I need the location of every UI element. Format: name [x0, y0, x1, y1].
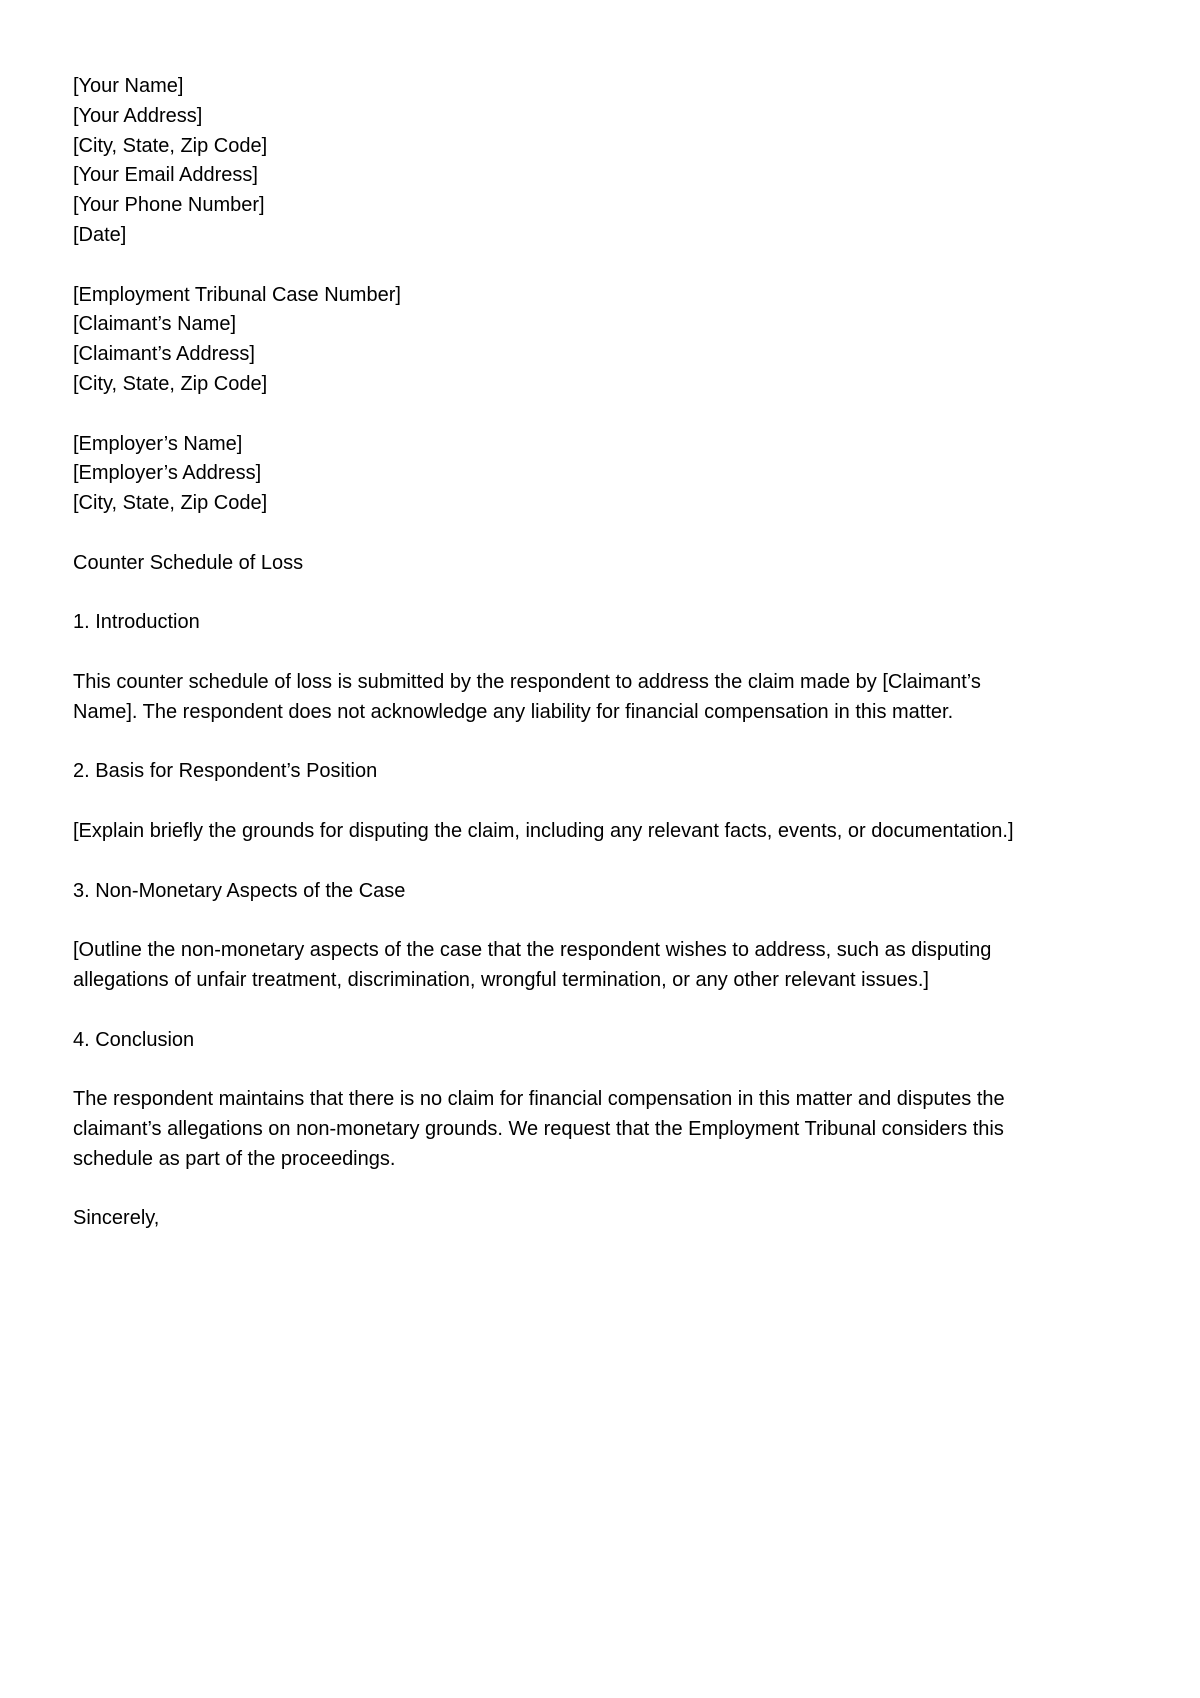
employer-address: [Employer’s Address]: [73, 462, 262, 485]
section-4-paragraph: [73, 1085, 1133, 1174]
sender-name: [Your Name]: [73, 75, 184, 97]
claimant-name: [Claimant’s Name]: [73, 313, 237, 336]
paragraph-line: The respondent maintains that there is no claim for financial compensation in this matter and disputes the: [73, 1088, 1005, 1111]
letter-date: [Date]: [73, 223, 127, 246]
paragraph-line: allegations of unfair treatment, discrimination, wrongful termination, or any other relevant issues.]: [73, 968, 929, 991]
claimant-city-state-zip: [City, State, Zip Code]: [73, 372, 268, 395]
paragraph-line: [Outline the non-monetary aspects of the case that the respondent wishes to address, such as disputing: [73, 939, 992, 962]
sender-city-state-zip: [City, State, Zip Code]: [73, 134, 268, 157]
paragraph-line: [Explain briefly the grounds for disputing the claim, including any relevant facts, events, or documentation.]: [73, 819, 1014, 842]
section-3-heading: 3. Non-Monetary Aspects of the Case: [73, 879, 406, 902]
closing-text: Sincerely,: [73, 1207, 160, 1230]
section-heading: [73, 608, 1133, 638]
section-1-paragraph: [73, 668, 1133, 728]
document-title-text: Counter Schedule of Loss: [73, 551, 304, 574]
document-title: [73, 549, 1133, 579]
section-2-paragraph: [73, 817, 1133, 847]
employer-city-state-zip: [City, State, Zip Code]: [73, 492, 268, 515]
sender-address: [Your Address]: [73, 104, 203, 127]
paragraph-line: This counter schedule of loss is submitted by the respondent to address the claim made by [Claimant’s: [73, 670, 981, 693]
section-2-heading: 2. Basis for Respondent’s Position: [73, 760, 378, 783]
paragraph-line: claimant’s allegations on non-monetary grounds. We request that the Employment Tribunal considers this: [73, 1117, 1004, 1140]
section-heading: [73, 877, 1133, 907]
employer-block: [73, 430, 1133, 519]
employer-name: [Employer’s Name]: [73, 432, 243, 455]
section-1-heading: 1. Introduction: [73, 611, 200, 634]
paragraph-line: schedule as part of the proceedings.: [73, 1147, 396, 1170]
claimant-address: [Claimant’s Address]: [73, 343, 255, 366]
case-number: [Employment Tribunal Case Number]: [73, 283, 401, 306]
section-heading: [73, 757, 1133, 787]
closing: [73, 1204, 1133, 1234]
sender-block: [73, 72, 1133, 251]
section-3-paragraph: [73, 936, 1133, 996]
sender-email: [Your Email Address]: [73, 164, 258, 187]
section-heading: [73, 1026, 1133, 1056]
sender-phone: [Your Phone Number]: [73, 194, 265, 217]
letter-body: [73, 72, 1133, 1264]
section-4-heading: 4. Conclusion: [73, 1028, 195, 1051]
paragraph-line: Name]. The respondent does not acknowledge any liability for financial compensation in this matter.: [73, 700, 954, 723]
claimant-block: [73, 281, 1133, 400]
